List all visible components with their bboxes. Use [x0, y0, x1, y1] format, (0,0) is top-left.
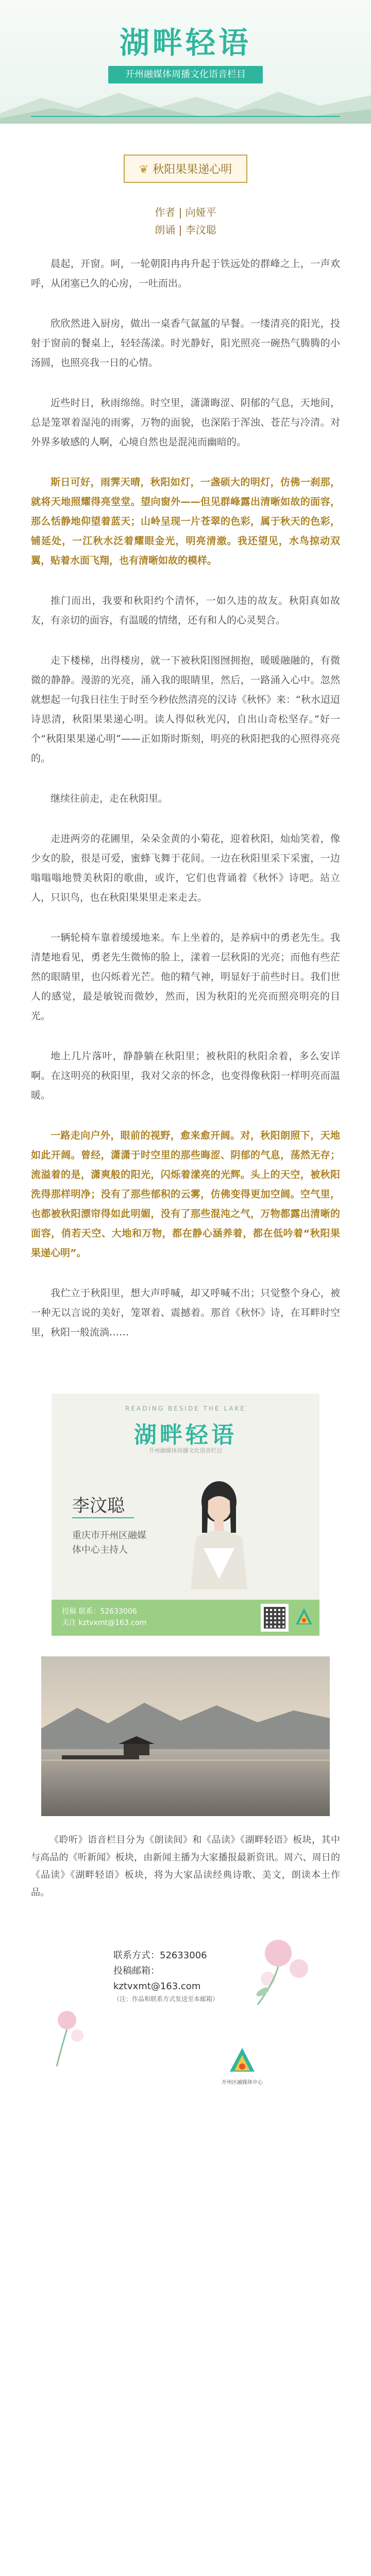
article-title: 秋阳果果递心明 — [153, 163, 232, 176]
host-card-phone: 投稿 联系：52633006 — [62, 1607, 137, 1616]
program-intro: 《聆听》语音栏目分为《朗读间》和《品读》《湖畔轻语》板块，其中与高品的《听新闻》板块，由新闻主播为大家播报最新资讯。周六、周日的《品读》《湖畔轻语》板块，将为大家品读经典诗歌、美文，朗读本土作品。 — [31, 1835, 340, 1898]
host-role: 重庆市开州区融媒体中心主持人 — [72, 1530, 146, 1555]
banner-title: 湖畔轻语 — [119, 25, 251, 60]
header-banner — [0, 0, 371, 124]
article-paragraph: 继续往前走，走在秋阳里。 — [50, 793, 168, 804]
banner-subtitle: 开州融媒体周播文化语音栏目 — [108, 66, 263, 83]
article-body — [0, 124, 371, 1373]
qr-code[interactable] — [261, 1604, 289, 1632]
article-paragraph: 一路走向户外，眼前的视野，愈来愈开阔。对，秋阳朗照下，天地如此开阔。曾经，潇潇于时空里的那些晦涩、阴郁的气息，荡然无存；流溢着的是，潇爽般的阳光，闪烁着漾亮的光辉。头上的天空，被秋阳洗得那样明净；没有了那些郁积的云雾，仿佛变得更加空阔。空气里，也都被秋阳漂帘得如此明媚，没有了那些混沌之气，万物都露出清晰的面容，俏若天空、大地和万物，都在静心涵养着，都在低吟着“秋阳果果递心明”。 — [31, 1130, 340, 1259]
banner-divider — [31, 116, 340, 117]
host-portrait-image — [175, 1461, 263, 1589]
host-name-underline — [72, 1517, 134, 1518]
article-paragraph: 一辆轮椅车靠着缓缓地来。车上坐着的，是养病中的勇老先生。我清楚地看见，勇老先生微怖的脸上，漾着一层秋阳的光亮；而他有些茫然的眼睛里，也闪烁着光芒。他的精气神，明显好于前些时日。我们世人的感觉，最是敏锐而微妙，然而，因为秋阳的光亮而照亮明亮的目光。 — [31, 932, 340, 1022]
flower-decoration-left-icon — [46, 1999, 93, 2066]
contact-email-label: 投稿邮箱： — [113, 1965, 160, 1976]
host-card-footer — [52, 1600, 319, 1636]
article-paragraph: 地上几片落叶，静静躺在秋阳里；被秋阳的秋阳余着，多么安详啊。在这明亮的秋阳里，我对父亲的怀念，也变得像秋阳一样明亮而温暖。 — [31, 1050, 340, 1101]
contact-info — [113, 1948, 237, 2004]
contact-email[interactable]: kztvxmt@163.com — [113, 1981, 201, 1992]
host-card-title: 湖畔轻语 — [134, 1422, 237, 1448]
leaf-icon: ❦ — [139, 163, 149, 176]
host-card-email: 关注 kztvxmt@163.com — [62, 1619, 147, 1627]
contact-phone: 联系方式：52633006 — [113, 1950, 207, 1961]
host-name: 李汶聪 — [72, 1496, 125, 1516]
qr-pattern — [264, 1607, 285, 1629]
host-card — [52, 1394, 319, 1636]
contact-block — [41, 1917, 330, 2087]
station-logo-footer — [227, 2046, 258, 2077]
article-paragraph: 我伫立于秋阳里，想大声呼喊，却又呼喊不出；只觉整个身心，被一种无以言说的美好，笼罩着、震撼着。那首《秋怀》诗，在耳畔时空里，秋阳一般流淌…… — [31, 1287, 340, 1338]
article-paragraph: 推门而出，我要和秋阳约个清怀，一如久违的故友。秋阳真如故友，有亲切的面容，有温暖的情绪，还有和人的心灵契合。 — [31, 595, 340, 626]
article-credits — [31, 204, 340, 239]
author-line: 作者 | 向娅平 — [155, 206, 216, 218]
article-paragraph: 走下楼梯，出得楼房，就一下被秋阳图囫拥抱，暖暖融融的，有微微的静静。漫游的光亮，涌入我的眼睛里，然后，一路涌入心中。忽然就想起一句我日往生于时至今秒依然清亮的汉诗《秋怀》来：“秋水迢迢诗思清，秋阳果果递心明。读人得似秋光闪，自出山奇松坚存。”好一个“秋阳果果递心明”——正如斯时斯刻，明亮的秋阳把我的心照得亮亮的。 — [31, 655, 340, 764]
reader-line: 朗诵 | 李汶聪 — [155, 224, 216, 236]
article-paragraph: 欣欣然进入厨房，做出一桌香气氤氲的早餐。一缕清亮的阳光，投射于窗前的餐桌上，轻轻荡漾。时光静好，阳光照亮一碗热气腾腾的小汤圆，也照亮我一日的心情。 — [31, 318, 340, 368]
host-card-contact — [62, 1606, 146, 1629]
contact-note: （注：作品和联系方式发送至本邮箱） — [113, 1995, 219, 2003]
lake-pavilion-photo — [41, 1656, 330, 1816]
paragraph-list — [31, 254, 340, 1342]
article-paragraph: 斯日可好，雨霁天晴，秋阳如灯，一盏硕大的明灯，仿佛一刹那，就将天地照耀得亮堂堂。望向窗外——但见群峰露出清晰如故的面容，那么恬静地仰望着蓝天；山岭呈现一片苍翠的色彩，属于秋天的色彩，铺延处，一江秋水泛着耀眼金光，明亮清澈。我还望见，水鸟掠动双翼，贴着水面飞翔，也有清晰如故的模样。 — [31, 477, 340, 566]
article-paragraph: 晨起，开窗。呵，一轮朝阳冉冉升起于铁远处的群峰之上，一声欢呼，从闭塞已久的心房，一吐而出。 — [31, 258, 340, 289]
article-paragraph: 近些时日，秋雨绵绵。时空里，潇潇晦涩、阴郁的气息，天地间，总是笼罩着湿沌的雨雾，万物的面貌，也深陷于浑浊、苍茫与冷清。对外界多敏感的人啊，心境自然也是混沌而幽暗的。 — [31, 397, 340, 448]
host-card-eyebrow: READING BESIDE THE LAKE — [125, 1405, 246, 1412]
host-card-header — [52, 1394, 319, 1455]
flower-decoration-icon — [242, 1922, 319, 2010]
station-logo — [294, 1607, 314, 1628]
station-logo-label: 开州区融媒体中心 — [222, 2080, 263, 2086]
article-tag-wrap — [31, 155, 340, 183]
article-paragraph: 走进两旁的花圃里，朵朵金黄的小菊花，迎着秋阳，灿灿笑着，像少女的脸，很是可爱，蜜蜂飞舞于花间。一边在秋阳里采下采蜜，一边嗡嗡嗡地赞美秋阳的歌曲，或许，它们也背诵着《秋怀》诗吧。站立人，只识鸟，也在秋阳果果里走来走去。 — [31, 833, 340, 903]
host-card-tagline: 开州融媒体周播文化语音栏目 — [148, 1447, 223, 1454]
article-title-tag — [124, 155, 247, 183]
